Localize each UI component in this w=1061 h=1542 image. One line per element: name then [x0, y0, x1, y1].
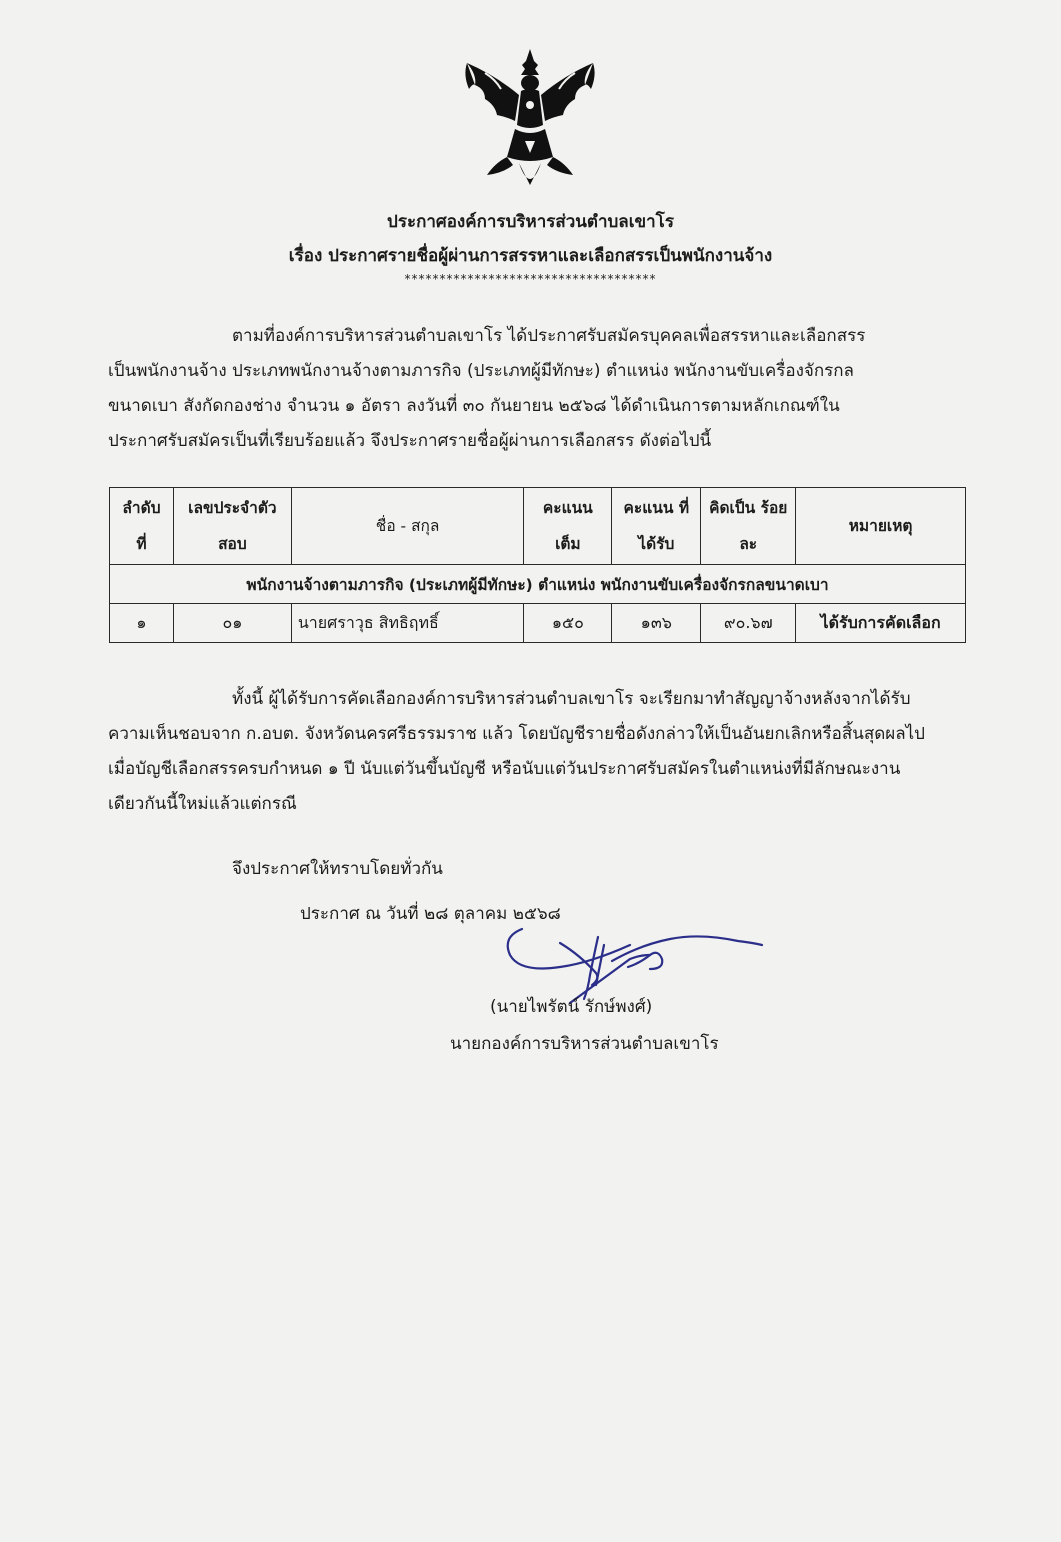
category-row [110, 565, 966, 604]
cell-name: นายศราวุธ สิทธิฤทธิ์ [291, 604, 524, 643]
intro-line-4: ประกาศรับสมัครเป็นที่เรียบร้อยแล้ว จึงประกาศรายชื่อผู้ผ่านการเลือกสรร ดังต่อไปนี้ [108, 431, 712, 451]
cell-remark: ได้รับการคัดเลือก [796, 604, 966, 643]
category-label: พนักงานจ้างตามภารกิจ (ประเภทผู้มีทักษะ) ตำแหน่ง พนักงานขับเครื่องจักรกลขนาดเบา [110, 565, 966, 604]
intro-line-3: ขนาดเบา สังกัดกองช่าง จำนวน ๑ อัตรา ลงวันที่ ๓๐ กันยายน ๒๕๖๘ ได้ดำเนินการตามหลักเกณฑ์ใน [108, 396, 840, 416]
table-header-row [110, 488, 966, 565]
body-line-3: เมื่อบัญชีเลือกสรรครบกำหนด ๑ ปี นับแต่วันขึ้นบัญชี หรือนับแต่วันประกาศรับสมัครในตำแหน่งที่มีลักษณะงาน [108, 759, 901, 779]
cell-no: ๑ [110, 604, 174, 643]
document-title: ประกาศองค์การบริหารส่วนตำบลเขาโร [387, 212, 674, 232]
signer-position: นายกองค์การบริหารส่วนตำบลเขาโร [450, 1034, 719, 1054]
header-percent: คิดเป็น ร้อยละ [701, 488, 796, 565]
results-table [109, 487, 966, 643]
header-remark: หมายเหตุ [796, 488, 966, 565]
body-line-1: ทั้งนี้ ผู้ได้รับการคัดเลือกองค์การบริหารส่วนตำบลเขาโร จะเรียกมาทำสัญญาจ้างหลังจากได้รับ [232, 689, 911, 709]
header-divider-stars: ************************************ [404, 272, 657, 286]
header-full-score: คะแนน เต็ม [524, 488, 612, 565]
signer-name: (นายไพรัตน์ รักษ์พงศ์) [490, 997, 653, 1017]
intro-line-1: ตามที่องค์การบริหารส่วนตำบลเขาโร ได้ประกาศรับสมัครบุคคลเพื่อสรรหาและเลือกสรร [232, 326, 866, 346]
intro-line-2: เป็นพนักงานจ้าง ประเภทพนักงานจ้างตามภารกิจ (ประเภทผู้มีทักษะ) ตำแหน่ง พนักงานขับเครื่องจักรกล [108, 361, 854, 381]
garuda-emblem-icon [455, 45, 605, 195]
header-no: ลำดับ ที่ [110, 488, 174, 565]
announcement-date: ประกาศ ณ วันที่ ๒๘ ตุลาคม ๒๕๖๘ [300, 904, 561, 924]
announcement-line: จึงประกาศให้ทราบโดยทั่วกัน [232, 859, 443, 879]
header-exam-id: เลขประจำตัว สอบ [173, 488, 291, 565]
table-row [110, 604, 966, 643]
header-score: คะแนน ที่ได้รับ [612, 488, 701, 565]
cell-percent: ๙๐.๖๗ [701, 604, 796, 643]
body-line-4: เดียวกันนี้ใหม่แล้วแต่กรณี [108, 794, 297, 814]
cell-exam-id: ๐๑ [173, 604, 291, 643]
document-subject: เรื่อง ประกาศรายชื่อผู้ผ่านการสรรหาและเลือกสรรเป็นพนักงานจ้าง [288, 246, 773, 266]
cell-score: ๑๓๖ [612, 604, 701, 643]
body-line-2: ความเห็นชอบจาก ก.อบต. จังหวัดนครศรีธรรมราช แล้ว โดยบัญชีรายชื่อดังกล่าวให้เป็นอันยกเลิกหรือสิ้นสุดผลไป [108, 724, 925, 744]
header-name: ชื่อ - สกุล [291, 488, 524, 565]
cell-full-score: ๑๕๐ [524, 604, 612, 643]
